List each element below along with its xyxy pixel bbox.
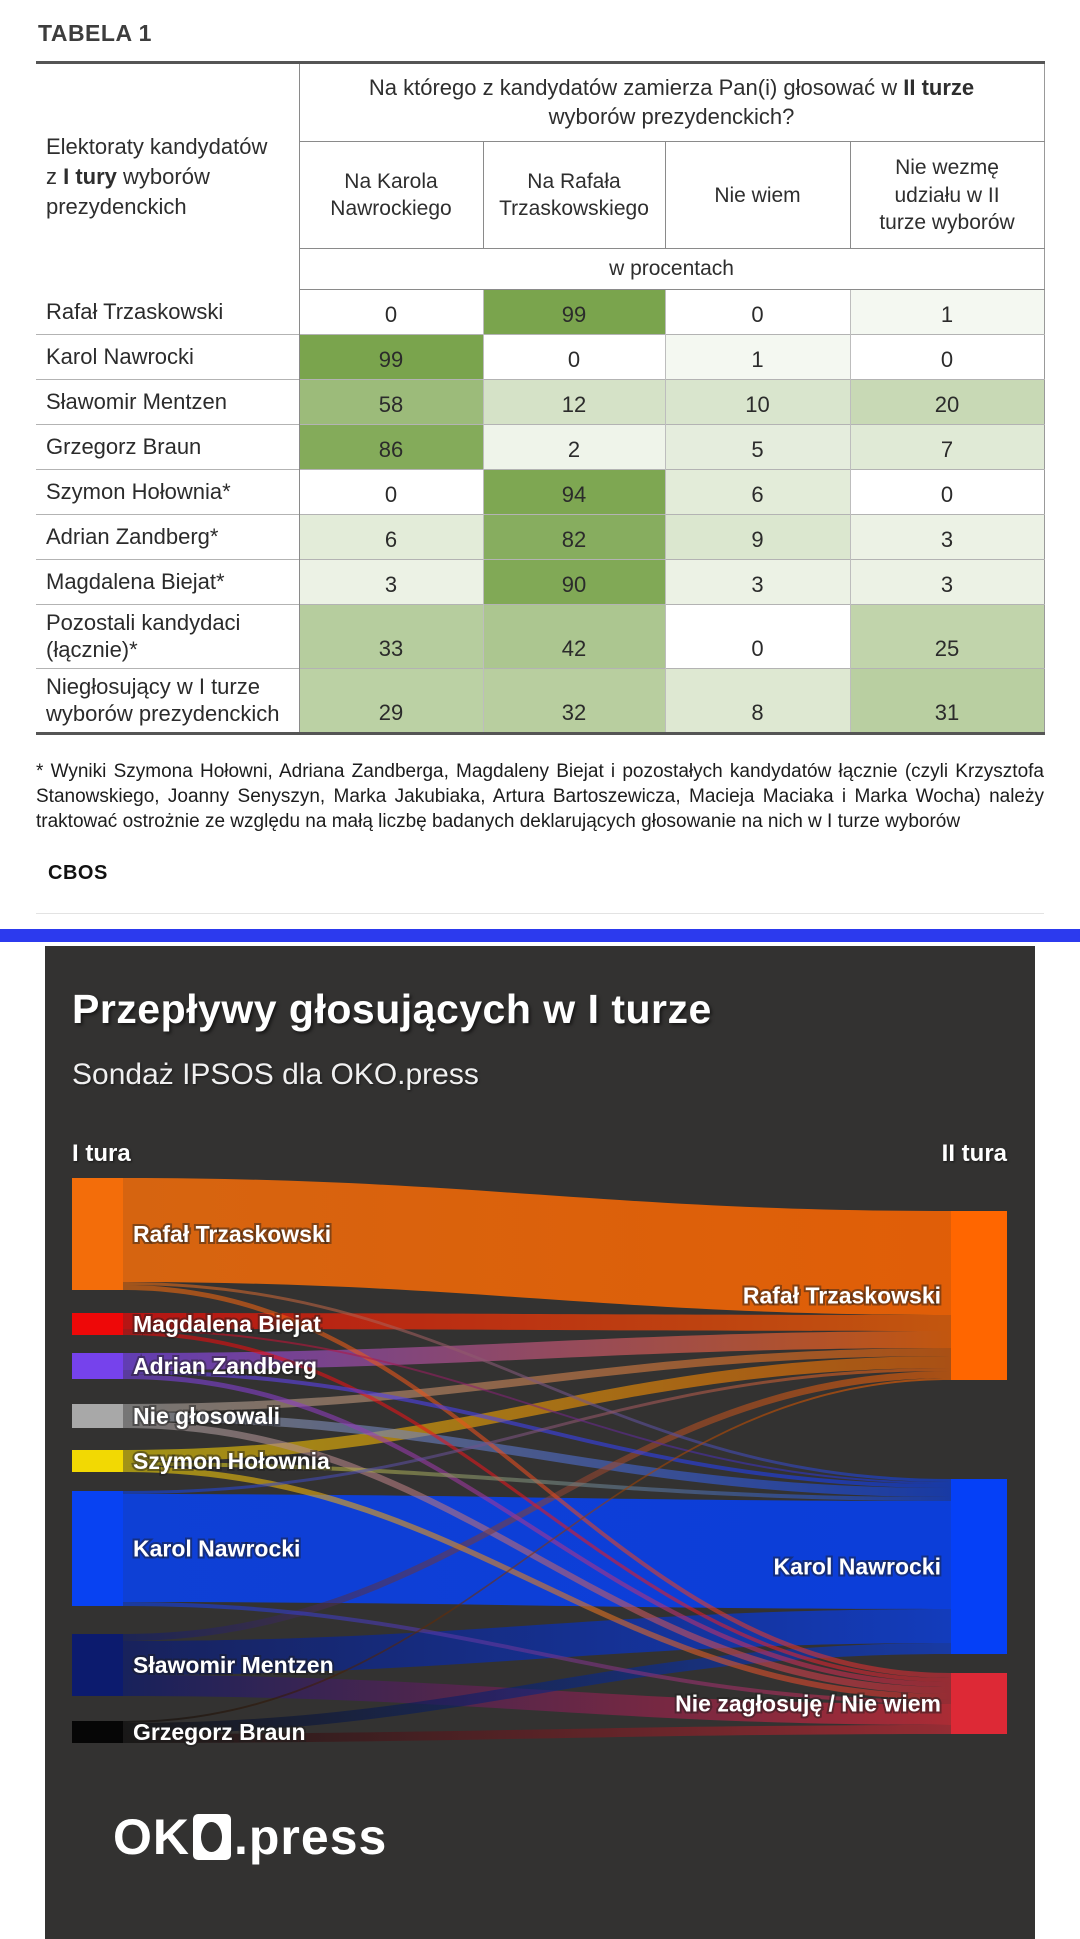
- value-cell: 1: [850, 290, 1044, 335]
- sankey-node-label: Karol Nawrocki: [773, 1553, 941, 1580]
- table-row: [36, 469, 1044, 514]
- value-cell: 0: [483, 334, 665, 379]
- value-cell: 5: [665, 424, 850, 469]
- table-row: [36, 424, 1044, 469]
- value-cell: 0: [665, 604, 850, 668]
- question-text: wyborów prezydenckich?: [548, 103, 795, 129]
- table-row: [36, 604, 1044, 668]
- value-cell: 42: [483, 604, 665, 668]
- sankey-diagram: [45, 946, 1035, 1939]
- value-cell: 94: [483, 469, 665, 514]
- table-row: [36, 668, 1044, 733]
- row-label: Adrian Zandberg*: [36, 514, 299, 559]
- row-header-text: Elektoraty kandydatów z: [46, 134, 268, 189]
- value-cell: 8: [665, 668, 850, 733]
- value-cell: 7: [850, 424, 1044, 469]
- value-cell: 90: [483, 559, 665, 604]
- unit-header: w procentach: [299, 249, 1044, 290]
- row-header-text: wyborów prezydenckich: [46, 164, 210, 219]
- okopress-logo: [113, 1808, 387, 1866]
- value-cell: 0: [665, 290, 850, 335]
- value-cell: 10: [665, 379, 850, 424]
- value-cell: 3: [299, 559, 483, 604]
- table-row: [36, 559, 1044, 604]
- row-header-bold: I tury: [63, 164, 117, 189]
- value-cell: 0: [850, 469, 1044, 514]
- sankey-node: [951, 1479, 1007, 1654]
- sankey-node-label: Magdalena Biejat: [133, 1311, 321, 1338]
- source-label: CBOS: [48, 862, 108, 885]
- results-table: [36, 61, 1045, 735]
- value-cell: 0: [299, 290, 483, 335]
- logo-eye-icon: [193, 1814, 231, 1860]
- column-header: Na Karola Nawrockiego: [299, 142, 483, 249]
- sankey-node: [72, 1634, 123, 1696]
- value-cell: 32: [483, 668, 665, 733]
- sankey-node-label: Karol Nawrocki: [133, 1535, 301, 1562]
- value-cell: 86: [299, 424, 483, 469]
- value-cell: 20: [850, 379, 1044, 424]
- left-axis-label: I tura: [72, 1140, 131, 1168]
- right-axis-label: II tura: [941, 1140, 1007, 1168]
- question-row: [36, 63, 1044, 142]
- sankey-chart-panel: [45, 946, 1035, 1939]
- row-header: [36, 63, 299, 290]
- value-cell: 99: [483, 290, 665, 335]
- chart-subtitle: Sondaż IPSOS dla OKO.press: [72, 1058, 479, 1092]
- column-header: Na Rafała Trzaskowskiego: [483, 142, 665, 249]
- sankey-node: [72, 1313, 123, 1335]
- footnote: * Wyniki Szymona Hołowni, Adriana Zandberga, Magdaleny Biejat i pozostałych kandydatów łącznie (czyli Krzysztofa Stanowskiego, Joanny Senyszyn, Marka Jakubiaka, Artura Bartoszewicza, Macieja Maciaka i Marka Wocha) należy traktować ostrożnie ze względu na małą liczbę badanych deklarujących głosowanie na nich w I turze wyborów: [36, 760, 1044, 833]
- logo-text: .press: [234, 1809, 388, 1866]
- sankey-node: [951, 1211, 1007, 1380]
- logo-text: OK: [113, 1809, 190, 1866]
- value-cell: 3: [850, 559, 1044, 604]
- sankey-node: [72, 1353, 123, 1379]
- value-cell: 3: [665, 559, 850, 604]
- question-bold: II turze: [903, 75, 975, 100]
- sankey-node-label: Rafał Trzaskowski: [133, 1221, 332, 1248]
- table-row: [36, 379, 1044, 424]
- cbos-table-section: [0, 0, 1080, 914]
- row-label: Pozostali kandydaci (łącznie)*: [36, 604, 299, 668]
- sankey-node-label: Sławomir Mentzen: [133, 1652, 334, 1679]
- sankey-node-label: Grzegorz Braun: [133, 1719, 306, 1746]
- value-cell: 0: [299, 469, 483, 514]
- table-row: [36, 334, 1044, 379]
- value-cell: 99: [299, 334, 483, 379]
- value-cell: 1: [665, 334, 850, 379]
- row-label: Grzegorz Braun: [36, 424, 299, 469]
- chart-title: Przepływy głosujących w I turze: [72, 986, 712, 1033]
- sankey-node: [951, 1673, 1007, 1734]
- value-cell: 82: [483, 514, 665, 559]
- value-cell: 6: [665, 469, 850, 514]
- sankey-node-label: Adrian Zandberg: [133, 1353, 318, 1380]
- sankey-node: [72, 1721, 123, 1743]
- row-label: Rafał Trzaskowski: [36, 290, 299, 335]
- sankey-node: [72, 1450, 123, 1472]
- row-label: Karol Nawrocki: [36, 334, 299, 379]
- sankey-node: [72, 1178, 123, 1290]
- value-cell: 31: [850, 668, 1044, 733]
- table-row: [36, 290, 1044, 335]
- row-label: Magdalena Biejat*: [36, 559, 299, 604]
- value-cell: 29: [299, 668, 483, 733]
- row-label: Niegłosujący w I turze wyborów prezydenckich: [36, 668, 299, 733]
- value-cell: 0: [850, 334, 1044, 379]
- question-header: [299, 63, 1044, 142]
- sankey-node-label: Szymon Hołownia: [133, 1448, 330, 1475]
- question-text: Na którego z kandydatów zamierza Pan(i) głosować w: [368, 75, 904, 100]
- column-header: Nie wiem: [665, 142, 850, 249]
- value-cell: 33: [299, 604, 483, 668]
- sankey-node: [72, 1491, 123, 1606]
- value-cell: 3: [850, 514, 1044, 559]
- column-header: Nie wezmę udziału w II turze wyborów: [850, 142, 1044, 249]
- row-label: Sławomir Mentzen: [36, 379, 299, 424]
- sankey-node-label: Nie głosowali: [133, 1403, 280, 1430]
- value-cell: 12: [483, 379, 665, 424]
- table-title: TABELA 1: [38, 20, 152, 46]
- sankey-node: [72, 1404, 123, 1428]
- table-row: [36, 514, 1044, 559]
- value-cell: 58: [299, 379, 483, 424]
- value-cell: 25: [850, 604, 1044, 668]
- value-cell: 6: [299, 514, 483, 559]
- blue-divider: [0, 929, 1080, 942]
- divider-rule: [36, 913, 1044, 914]
- value-cell: 2: [483, 424, 665, 469]
- value-cell: 9: [665, 514, 850, 559]
- sankey-node-label: Rafał Trzaskowski: [742, 1282, 941, 1309]
- sankey-node-label: Nie zagłosuję / Nie wiem: [675, 1690, 941, 1717]
- row-label: Szymon Hołownia*: [36, 469, 299, 514]
